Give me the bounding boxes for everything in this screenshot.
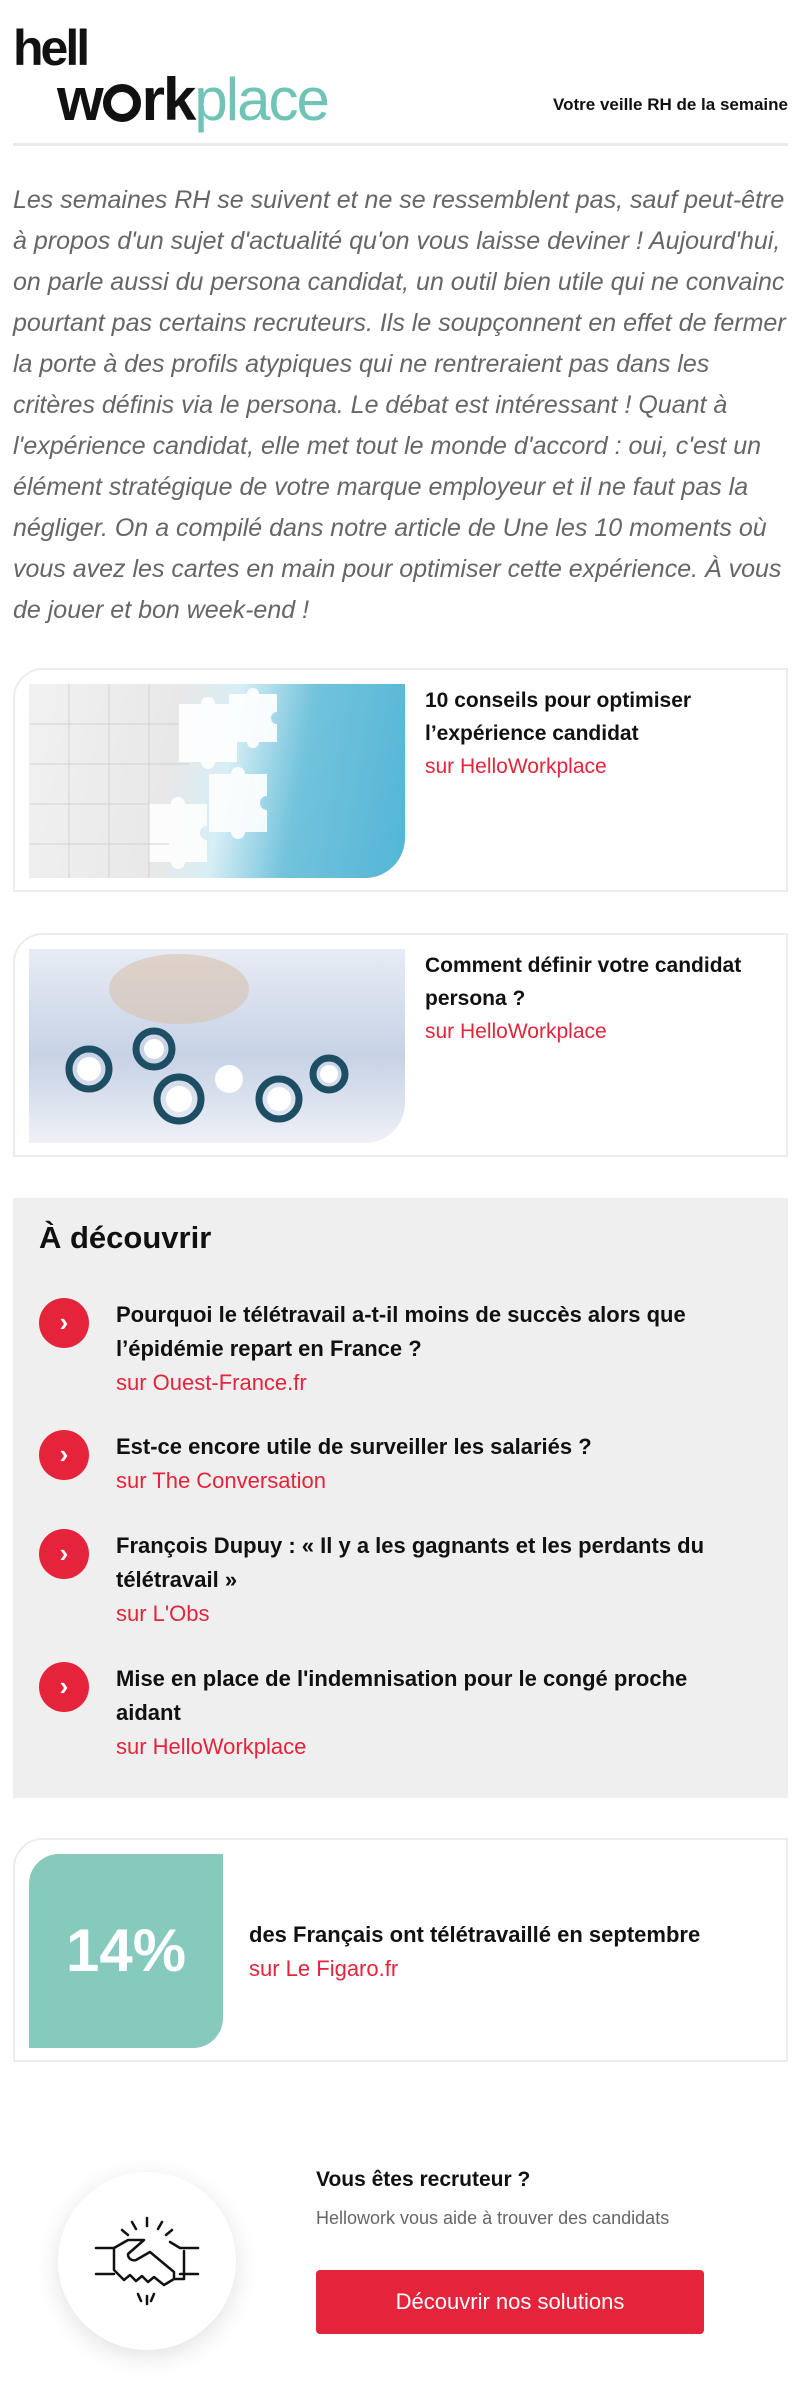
recruiter-subtitle: Hellowork vous aide à trouver des candidats [316,2208,670,2228]
article-title[interactable]: Comment définir votre candidat persona ? [425,954,742,1010]
hellowork-logo[interactable] [13,20,373,133]
discover-item-source[interactable]: sur Ouest-France.fr [116,1370,307,1395]
discover-item-title[interactable]: François Dupuy : « Il y a les gagnants et les perdants du télétravail » [116,1533,705,1592]
puzzle-image[interactable] [29,684,405,878]
article-card[interactable] [13,668,788,892]
logo-hell: hell [13,20,88,76]
chevron-right-icon[interactable]: › [39,1430,89,1480]
discover-item-title[interactable]: Mise en place de l'indemnisation pour le congé proche aidant [116,1666,688,1725]
discover-item-title[interactable]: Pourquoi le télétravail a-t-il moins de succès alors que l’épidémie repart en France ? [116,1302,686,1361]
article-source[interactable]: sur HelloWorkplace [425,1020,607,1043]
stat-source[interactable]: sur Le Figaro.fr [249,1956,399,1981]
tagline: Votre veille RH de la semaine [553,95,788,114]
stat-text[interactable]: des Français ont télétravaillé en septembre [249,1922,701,1947]
chevron-right-icon[interactable]: › [39,1298,89,1348]
header [13,0,788,146]
chevron-right-icon[interactable]: › [39,1662,89,1712]
discover-item-title[interactable]: Est-ce encore utile de surveiller les salariés ? [116,1434,592,1459]
discover-item-source[interactable]: sur L'Obs [116,1601,210,1626]
stat-value: 14% [29,1854,223,2048]
discover-item-source[interactable]: sur HelloWorkplace [116,1734,307,1759]
chevron-right-icon[interactable]: › [39,1529,89,1579]
discover-solutions-button[interactable]: Découvrir nos solutions [316,2270,704,2334]
discover-item-source[interactable]: sur The Conversation [116,1468,326,1493]
article-card[interactable] [13,933,788,1157]
article-source[interactable]: sur HelloWorkplace [425,755,607,778]
article-title[interactable]: 10 conseils pour optimiser l’expérience candidat [425,689,692,745]
handshake-icon [58,2172,236,2350]
recruiter-title: Vous êtes recruteur ? [316,2168,531,2191]
network-gears-image[interactable] [29,949,405,1143]
discover-heading: À découvrir [39,1220,212,1255]
stat-card[interactable] [13,1838,788,2062]
logo-workplace: w rkplace [57,66,328,133]
intro-text: Les semaines RH se suivent et ne se ressemblent pas, sauf peut-être à propos d'un sujet d'actualité qu'on vous laisse deviner ! Aujourd'hui, on parle aussi du persona candidat, un outil bien utile qui ne convainc pourtant pas certains recruteurs. Ils le soupçonnent en effet de fermer la porte à des profils atypiques qui ne rentreraient pas dans les critères définis via le persona. Le débat est intéressant ! Quant à l'expérience candidat, elle met tout le monde d'accord : oui, c'est un élément stratégique de votre marque employeur et il ne faut pas la négliger. On a compilé dans notre article de Une les 10 moments où vous avez les cartes en main pour optimiser cette expérience. À vous de jouer et bon week-end ! [13,186,786,624]
discover-section [13,1198,788,1798]
recruiter-block [13,2140,788,2384]
